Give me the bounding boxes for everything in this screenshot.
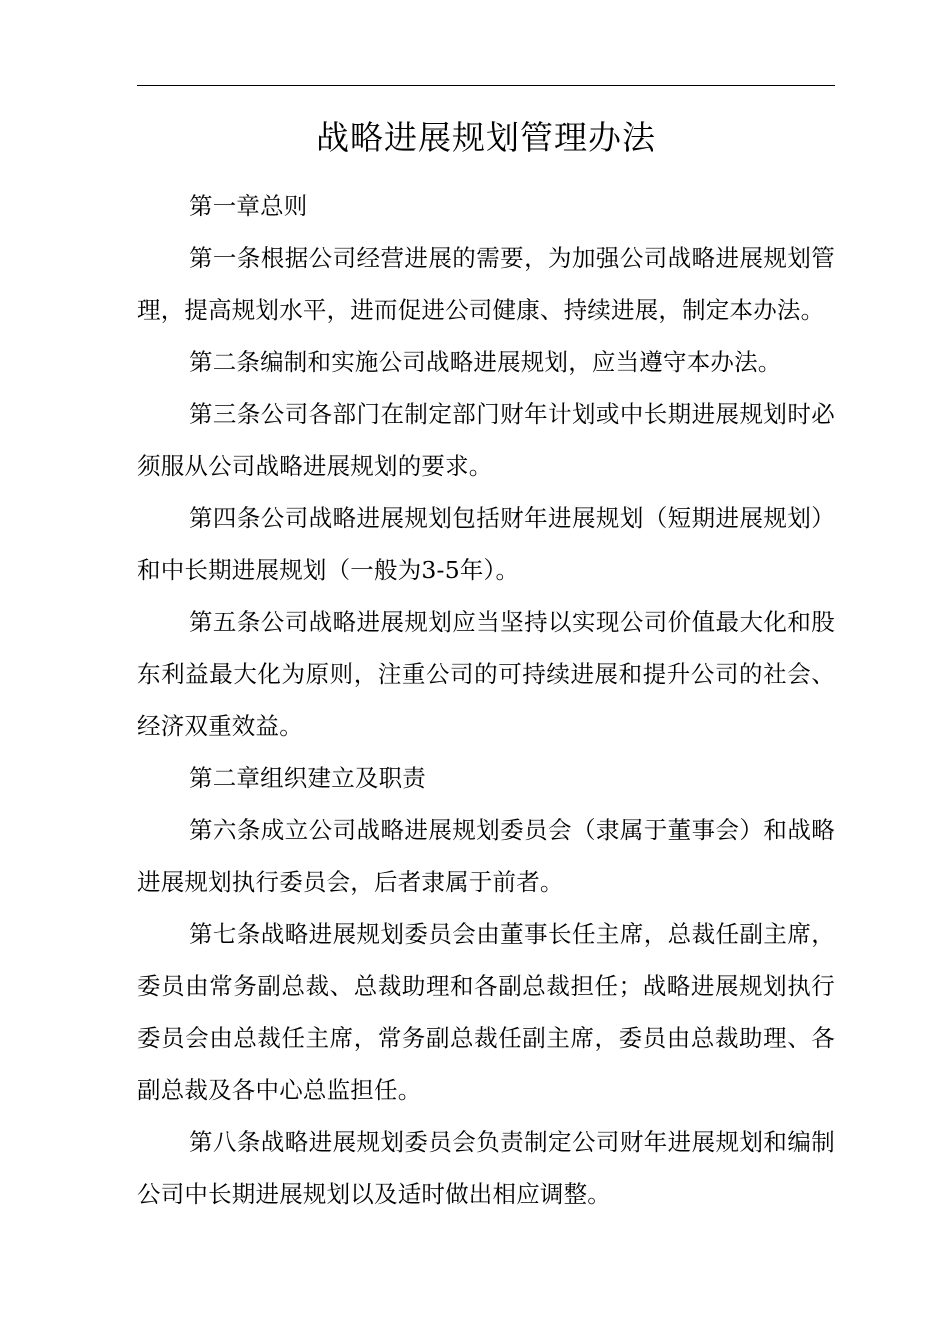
article-8: 第八条战略进展规划委员会负责制定公司财年进展规划和编制公司中长期进展规划以及适时做出相应调整。 <box>137 1128 835 1208</box>
header-rule <box>137 85 835 86</box>
article-4: 第四条公司战略进展规划包括财年进展规划（短期进展规划）和中长期进展规划（一般为3-5年）。 <box>137 504 835 584</box>
article-5: 第五条公司战略进展规划应当坚持以实现公司价值最大化和股东利益最大化为原则，注重公司的可持续进展和提升公司的社会、经济双重效益。 <box>137 608 835 740</box>
article-7: 第七条战略进展规划委员会由董事长任主席，总裁任副主席，委员由常务副总裁、总裁助理和各副总裁担任；战略进展规划执行委员会由总裁任主席，常务副总裁任副主席，委员由总裁助理、各副总裁及各中心总监担任。 <box>137 920 835 1104</box>
document-title: 战略进展规划管理办法 <box>316 118 656 157</box>
document-body <box>137 180 835 1220</box>
chapter-heading-2: 第二章组织建立及职责 <box>189 764 426 792</box>
article-1: 第一条根据公司经营进展的需要，为加强公司战略进展规划管理，提高规划水平，进而促进公司健康、持续进展，制定本办法。 <box>137 244 835 324</box>
article-2: 第二条编制和实施公司战略进展规划，应当遵守本办法。 <box>189 348 782 376</box>
article-6: 第六条成立公司战略进展规划委员会（隶属于董事会）和战略进展规划执行委员会，后者隶属于前者。 <box>137 816 835 896</box>
chapter-heading-1: 第一章总则 <box>189 192 308 220</box>
article-3: 第三条公司各部门在制定部门财年计划或中长期进展规划时必须服从公司战略进展规划的要求。 <box>137 400 835 480</box>
